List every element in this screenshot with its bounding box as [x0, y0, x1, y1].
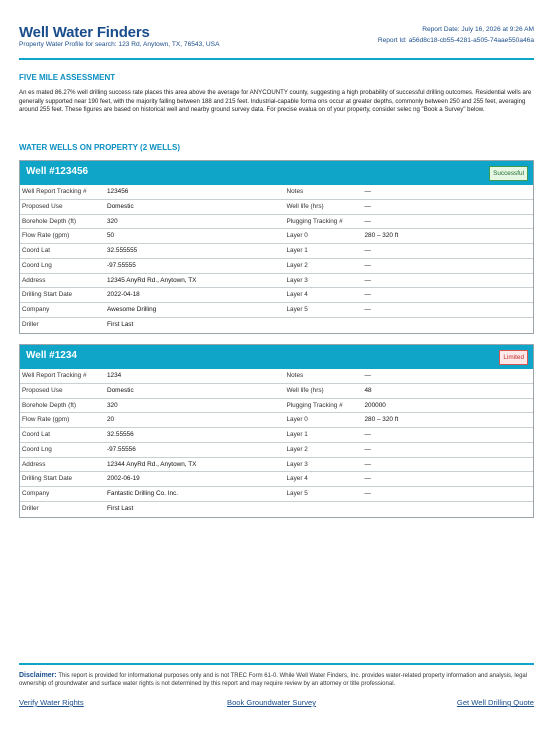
detail-row [20, 428, 277, 443]
detail-row [20, 458, 277, 473]
detail-row [277, 303, 534, 318]
detail-row [277, 458, 534, 473]
detail-label: Well life (hrs) [286, 386, 324, 394]
disclaimer-text: This report is provided for informational purposes only and is not TREC Form 61-0. While Well Water Finders, Inc. provides water-related property information and analysis, legal ownership of groundwater and surface water rights is not determined by this report and may require review by an attorney or title professional. [19, 673, 528, 687]
detail-row [20, 288, 277, 303]
detail-value: First Last [107, 320, 134, 328]
detail-row [20, 413, 277, 428]
detail-label: Plugging Tracking # [286, 217, 343, 225]
well-card [19, 160, 534, 334]
detail-value: 50 [107, 232, 115, 240]
detail-value: Awesome Drilling [107, 306, 157, 313]
detail-row [277, 244, 534, 259]
detail-value: 2002-06-19 [107, 475, 140, 483]
detail-value: — [364, 460, 371, 468]
report-id: Report Id: a56d8c18-cb55-4281-a505-74aae550a46a [377, 37, 534, 44]
detail-row [20, 274, 277, 289]
assessment-text: An es mated 86.27% well drilling success rate places this area above the average for ANYCOUNTY county, suggesting a high probability of successful drilling outcomes. Residential wells are generally supported near 190 feet, with the majority falling between 188 and 215 feet. Industrial-capable forma ons occur at greater depths, commonly between 250 and 255 feet, averaging around 255 feet. These figures are based on historical well and nearby ground survey data. For precise evalua on of your property, consider selec ng "Book a Survey" below. [19, 89, 532, 113]
detail-row [277, 399, 534, 414]
detail-row [277, 200, 534, 215]
detail-label: Layer 2 [286, 261, 308, 269]
detail-label: Layer 5 [286, 490, 308, 497]
drilling-quote-link[interactable]: Get Well Drilling Quote [456, 698, 534, 707]
detail-value: — [364, 188, 371, 195]
well-title: Well #1234 [26, 350, 77, 361]
detail-label: Proposed Use [22, 202, 63, 210]
detail-value: First Last [107, 504, 134, 512]
detail-label: Coord Lat [22, 431, 51, 438]
verify-water-rights-link[interactable]: Verify Water Rights [19, 698, 84, 707]
detail-value: 320 [107, 217, 118, 225]
detail-row [20, 487, 277, 502]
detail-label: Borehole Depth (ft) [22, 217, 76, 225]
well-title: Well #123456 [26, 166, 89, 177]
well-details-right [277, 185, 534, 333]
detail-label: Layer 2 [286, 445, 308, 453]
detail-value: 2022-04-18 [107, 291, 140, 299]
well-details-left [20, 185, 277, 333]
detail-label: Well life (hrs) [286, 202, 324, 210]
detail-row [20, 443, 277, 458]
detail-row [277, 259, 534, 274]
detail-row [20, 185, 277, 200]
detail-row [20, 259, 277, 274]
detail-label: Borehole Depth (ft) [22, 401, 76, 409]
detail-value: — [364, 431, 371, 438]
well-card-header [20, 161, 533, 185]
detail-label: Driller [22, 320, 39, 328]
detail-label: Layer 3 [286, 276, 308, 284]
footer-links [19, 698, 534, 710]
detail-value: Fantastic Drilling Co. Inc. [107, 490, 179, 497]
detail-value: 123456 [107, 188, 129, 195]
detail-value: 280 – 320 ft [364, 232, 399, 240]
detail-value: 20 [107, 416, 115, 424]
detail-label: Driller [22, 504, 39, 512]
detail-value: 200000 [364, 401, 386, 409]
detail-value: — [364, 217, 371, 225]
detail-label: Layer 0 [286, 416, 308, 424]
disclaimer [19, 672, 534, 688]
status-badge: Successful [489, 166, 528, 181]
detail-row [20, 200, 277, 215]
detail-value: 320 [107, 401, 118, 409]
detail-row [20, 303, 277, 318]
detail-value: — [364, 247, 371, 254]
detail-row [277, 229, 534, 244]
header-divider [19, 58, 534, 60]
detail-value: Domestic [107, 202, 134, 210]
detail-row [277, 185, 534, 200]
detail-label: Well Report Tracking # [22, 372, 87, 379]
detail-row [20, 502, 277, 517]
detail-row [20, 369, 277, 384]
detail-label: Coord Lat [22, 247, 51, 254]
well-card [19, 344, 534, 518]
detail-row [20, 384, 277, 399]
detail-value: 1234 [107, 372, 122, 379]
detail-label: Layer 3 [286, 460, 308, 468]
detail-label: Proposed Use [22, 386, 63, 394]
detail-label: Layer 1 [286, 247, 308, 254]
detail-value: -97.55555 [107, 261, 136, 269]
detail-row [277, 443, 534, 458]
detail-label: Company [22, 490, 50, 497]
detail-value: -97.55556 [107, 445, 136, 453]
detail-row [277, 428, 534, 443]
detail-row [20, 215, 277, 230]
detail-value: — [364, 306, 371, 313]
detail-row [277, 274, 534, 289]
detail-label: Layer 0 [286, 232, 308, 240]
report-header [19, 24, 534, 52]
detail-row [277, 472, 534, 487]
report-date: Report Date: July 16, 2026 at 9:26 AM [422, 26, 534, 33]
detail-value: — [364, 261, 371, 269]
property-subtitle: Property Water Profile for search: 123 Rd, Anytown, TX, 76543, USA [19, 41, 220, 48]
detail-row [20, 244, 277, 259]
detail-label: Layer 4 [286, 475, 308, 483]
detail-value: 32.55556 [107, 431, 134, 438]
footer-divider [19, 663, 534, 665]
detail-label: Address [22, 276, 46, 284]
disclaimer-label: Disclaimer: [19, 672, 57, 679]
detail-value: — [364, 445, 371, 453]
detail-value: — [364, 475, 371, 483]
well-details-left [20, 369, 277, 517]
detail-value: — [364, 372, 371, 379]
detail-row [277, 369, 534, 384]
status-badge: Limited [499, 350, 528, 365]
assessment-title: FIVE MILE ASSESSMENT [19, 73, 116, 82]
detail-label: Notes [286, 188, 304, 195]
detail-label: Company [22, 306, 50, 313]
well-card-header [20, 345, 533, 369]
wells-section-title: WATER WELLS ON PROPERTY (2 WELLS) [19, 143, 181, 152]
brand-title: Well Water Finders [19, 24, 150, 41]
detail-label: Plugging Tracking # [286, 401, 343, 409]
detail-label: Notes [286, 372, 304, 379]
book-survey-link[interactable]: Book Groundwater Survey [227, 698, 317, 707]
detail-row [277, 288, 534, 303]
detail-value: 12344 AnyRd Rd., Anytown, TX [107, 460, 197, 468]
detail-label: Layer 1 [286, 431, 308, 438]
detail-row [20, 472, 277, 487]
detail-label: Drilling Start Date [22, 291, 73, 299]
detail-label: Coord Lng [22, 261, 52, 269]
well-details-right [277, 369, 534, 517]
detail-row [277, 487, 534, 502]
detail-label: Flow Rate (gpm) [22, 232, 70, 240]
detail-row [20, 399, 277, 414]
detail-label: Drilling Start Date [22, 475, 73, 483]
detail-value: — [364, 490, 371, 497]
detail-value: — [364, 291, 371, 299]
detail-value: 280 – 320 ft [364, 416, 399, 424]
detail-value: Domestic [107, 386, 134, 394]
detail-row [20, 229, 277, 244]
detail-row [277, 413, 534, 428]
detail-row [277, 384, 534, 399]
detail-value: 12345 AnyRd Rd., Anytown, TX [107, 276, 197, 284]
detail-value: 48 [364, 386, 372, 394]
detail-label: Layer 4 [286, 291, 308, 299]
detail-row [20, 318, 277, 333]
detail-row [277, 215, 534, 230]
detail-label: Address [22, 460, 46, 468]
detail-value: — [364, 202, 371, 210]
detail-value: 32.555555 [107, 247, 138, 254]
detail-value: — [364, 276, 371, 284]
detail-label: Coord Lng [22, 445, 52, 453]
detail-label: Well Report Tracking # [22, 188, 87, 195]
detail-label: Flow Rate (gpm) [22, 416, 70, 424]
detail-label: Layer 5 [286, 306, 308, 313]
